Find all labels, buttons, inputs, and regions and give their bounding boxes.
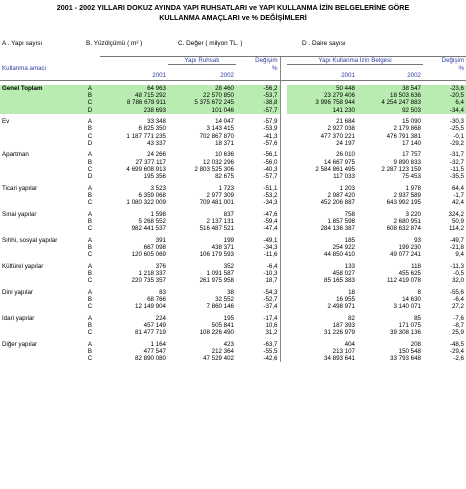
occupancy-year1-header: 2001 (287, 72, 357, 80)
permit-2002-cell: 3 143 415 (206, 125, 234, 133)
table-row (0, 151, 466, 158)
occupancy-2002-cell: 3 220 (405, 210, 421, 218)
row-code: C (87, 303, 93, 310)
legend-a: A . Yapı sayısı (2, 40, 43, 47)
occupancy-change-cell: -11,5 (450, 165, 464, 173)
permit-2001-cell: 195 356 (143, 173, 166, 180)
row-code: A (87, 151, 93, 159)
occupancy-2001-cell: 2 584 861 495 (315, 165, 355, 173)
purpose-column-header: Kullanma amacı (2, 64, 47, 72)
permit-2002-cell: 1 091 587 (206, 269, 234, 277)
occupancy-change-cell: -7,6 (453, 314, 464, 322)
occupancy-2001-cell: 2 987 420 (327, 191, 355, 199)
occupancy-2001-cell: 34 893 641 (324, 355, 355, 362)
table-row (0, 237, 466, 244)
permit-2001-cell: 33 348 (147, 118, 166, 126)
permit-change-cell: -53,9 (263, 125, 278, 133)
permit-2001-cell: 457 149 (143, 321, 166, 329)
occupancy-change-cell: 25,9 (451, 329, 464, 336)
table-row (0, 133, 466, 140)
occupancy-change-cell: 32,0 (451, 277, 464, 284)
permit-2002-cell: 28 460 (168, 85, 236, 92)
permit-2002-cell: 14 047 (215, 118, 234, 126)
occupancy-2001-cell: 3 996 758 944 (287, 99, 357, 106)
permit-2001-cell: 3 523 (150, 184, 166, 192)
occupancy-change-cell: -1,7 (453, 191, 464, 199)
permit-2001-cell: 1 218 337 (138, 269, 166, 277)
permit-change-cell: -57,9 (263, 118, 278, 126)
permit-change-cell: -34,3 (263, 199, 278, 206)
permit-2001-cell: 1 187 771 235 (126, 132, 166, 140)
row-code: B (87, 243, 93, 251)
occupancy-change-label: Değişim (423, 57, 466, 65)
permit-2002-cell: 38 (227, 288, 234, 296)
table-row (0, 173, 466, 180)
occupancy-2002-cell: 208 (410, 340, 421, 348)
occupancy-change-cell: -29,4 (449, 347, 464, 355)
table-row (0, 185, 466, 192)
table-row (0, 218, 466, 225)
occupancy-2002-cell: 49 077 241 (390, 251, 421, 258)
permit-change-cell: -55,5 (263, 347, 278, 355)
row-code: C (87, 165, 93, 173)
legend-c: C. Değer ( milyon TL. ) (178, 40, 243, 47)
row-code: B (87, 295, 93, 303)
occupancy-2001-cell: 141 230 (287, 107, 357, 114)
occupancy-2001-cell: 14 667 975 (324, 158, 355, 166)
permit-change-cell: -10,3 (263, 269, 278, 277)
occupancy-2002-cell: 112 419 078 (387, 277, 421, 284)
occupancy-change-cell: 42,4 (451, 199, 464, 206)
occupancy-change-cell: -25,5 (449, 125, 464, 133)
table-row (0, 348, 466, 355)
occupancy-2001-cell: 117 033 (333, 173, 355, 180)
table-row (0, 289, 466, 296)
row-label: Genel Toplam (0, 85, 80, 92)
occupancy-2001-cell: 284 136 387 (320, 225, 355, 232)
table-row (0, 225, 466, 232)
table-row (0, 263, 466, 270)
permit-change-cell: -38,8 (236, 99, 280, 106)
occupancy-2001-cell: 50 448 (287, 85, 357, 92)
table-row (0, 211, 466, 218)
group-occupancy-label: Yapı Kullanma İzin Belgesi (287, 57, 423, 65)
permit-2002-cell: 12 032 296 (203, 158, 234, 166)
occupancy-2001-cell: 85 165 383 (324, 277, 355, 284)
permit-pct-label: % (271, 64, 278, 72)
occupancy-2002-cell: 2 937 589 (393, 191, 421, 199)
row-code: B (87, 321, 93, 329)
permit-2001-cell: 6 825 350 (138, 125, 166, 133)
occupancy-2001-cell: 477 370 221 (320, 132, 355, 140)
permit-2002-cell: 212 364 (211, 347, 234, 355)
occupancy-change-cell: -31,7 (449, 151, 464, 159)
permit-change-cell: -52,7 (263, 295, 278, 303)
occupancy-2001-cell: 18 (348, 288, 355, 296)
permit-change-cell: -47,4 (263, 225, 278, 232)
legend-b: B. Yüzölçümü ( m² ) (86, 40, 143, 47)
table-row (0, 92, 466, 99)
table-row (0, 118, 466, 125)
permit-2002-cell: 2 803 525 306 (194, 165, 234, 173)
occupancy-change-cell: 9,4 (455, 251, 464, 258)
row-code: B (80, 92, 100, 99)
occupancy-2001-cell: 16 955 (336, 295, 355, 303)
row-label: Kültürel yapılar (2, 262, 44, 270)
permit-2002-cell: 2 977 309 (206, 191, 234, 199)
row-code: B (87, 269, 93, 277)
occupancy-change-cell: -21,8 (449, 243, 464, 251)
permit-2002-cell: 2 137 131 (206, 217, 234, 225)
occupancy-2002-cell: 17 757 (402, 151, 421, 159)
occupancy-2001-cell: 1 857 598 (327, 217, 355, 225)
permit-2001-cell: 5 268 552 (138, 217, 166, 225)
occupancy-2001-cell: 2 927 038 (327, 125, 355, 133)
row-label: Dini yapılar (2, 288, 33, 296)
permit-change-cell: -56,1 (263, 151, 278, 159)
table-row (0, 99, 466, 106)
permit-2001-cell: 68 766 (147, 295, 166, 303)
permit-2001-cell: 376 (155, 262, 166, 270)
occupancy-change-cell: -32,7 (449, 158, 464, 166)
report-title (0, 0, 466, 23)
permit-change-cell: -34,3 (263, 243, 278, 251)
occupancy-2002-cell: 93 (414, 236, 421, 244)
occupancy-2002-cell: 118 (411, 262, 421, 270)
permit-2001-cell: 120 605 069 (131, 251, 166, 258)
occupancy-2002-cell: 476 791 381 (386, 132, 421, 140)
permit-2001-cell: 1 164 (150, 340, 166, 348)
occupancy-2002-cell: 199 230 (398, 243, 421, 251)
occupancy-2001-cell: 2 498 971 (327, 303, 355, 310)
permit-change-cell: -11,6 (263, 251, 278, 258)
occupancy-pct-label: % (458, 64, 464, 72)
permit-2001-cell: 4 699 608 913 (126, 165, 166, 173)
permit-change-cell: -53,2 (263, 191, 278, 199)
table-row (0, 315, 466, 322)
occupancy-change-cell: -48,5 (449, 340, 464, 348)
occupancy-change-cell: -30,3 (449, 118, 464, 126)
permit-2002-cell: 352 (223, 262, 234, 270)
occupancy-change-cell: -11,3 (450, 262, 464, 270)
occupancy-2001-cell: 1 203 (339, 184, 355, 192)
permit-2002-cell: 32 552 (215, 295, 234, 303)
permit-2001-cell: 982 441 537 (131, 225, 166, 232)
permit-2002-cell: 22 570 850 (168, 92, 236, 99)
permit-2002-cell: 106 179 593 (199, 251, 234, 258)
table-row (0, 329, 466, 336)
occupancy-2001-cell: 452 206 887 (320, 199, 355, 206)
occupancy-2001-cell: 23 279 406 (287, 92, 357, 99)
table-row (0, 107, 466, 114)
occupancy-2002-cell: 85 (414, 314, 421, 322)
occupancy-2002-cell: 38 547 (357, 85, 423, 92)
permit-change-cell: -57,7 (263, 173, 278, 180)
row-code: A (87, 314, 93, 322)
row-code: A (87, 340, 93, 348)
permit-2001-cell: 477 547 (143, 347, 166, 355)
permit-2002-cell: 261 975 958 (199, 277, 234, 284)
permit-2001-cell: 83 (159, 288, 166, 296)
permit-change-cell: -51,1 (263, 184, 278, 192)
permit-2002-cell: 709 481 001 (199, 199, 234, 206)
permit-change-cell: -57,6 (263, 139, 278, 147)
occupancy-2002-cell: 2 680 951 (393, 217, 421, 225)
permit-year1-header: 2001 (100, 72, 168, 80)
row-code: B (87, 347, 93, 355)
occupancy-2001-cell: 82 (348, 314, 355, 322)
occupancy-2001-cell: 44 850 410 (324, 251, 355, 258)
permit-change-cell: -56,2 (236, 85, 280, 92)
occupancy-2002-cell: 75 453 (402, 173, 421, 180)
occupancy-2001-cell: 21 684 (336, 118, 355, 126)
occupancy-change-cell: -8,7 (453, 321, 464, 329)
occupancy-change-cell: -55,6 (449, 288, 464, 296)
row-code: C (87, 251, 93, 258)
row-code: D (87, 139, 93, 147)
row-code: B (87, 191, 93, 199)
row-label: Ev (2, 118, 10, 126)
permit-2001-cell: 12 149 904 (135, 303, 166, 310)
table-row (0, 199, 466, 206)
occupancy-change-cell: 6,4 (423, 99, 466, 106)
occupancy-change-cell: -34,4 (423, 107, 466, 114)
report-title-line1: 2001 - 2002 YILLARI DOKUZ AYINDA YAPI RUHSATLARI ve YAPI KULLANMA İZİN BELGELERİNE GÖRE (56, 3, 410, 12)
row-code: A (80, 85, 100, 92)
occupancy-2001-cell: 254 922 (332, 243, 355, 251)
table-row (0, 125, 466, 132)
occupancy-2002-cell: 171 075 (398, 321, 421, 329)
permit-2002-cell: 5 375 672 245 (168, 99, 236, 106)
occupancy-change-cell: -0,1 (453, 132, 464, 140)
permit-change-cell: -47,6 (263, 210, 278, 218)
permit-2001-cell: 81 477 719 (135, 329, 166, 336)
permit-change-cell: -49,1 (263, 236, 278, 244)
row-code: B (87, 125, 93, 133)
occupancy-2002-cell: 8 (417, 288, 421, 296)
permit-2001-cell: 1 598 (150, 210, 166, 218)
permit-2002-cell: 108 226 490 (199, 329, 234, 336)
row-code: A (87, 210, 93, 218)
permit-2001-cell: 48 715 292 (100, 92, 168, 99)
row-code: C (87, 329, 93, 336)
row-code: C (80, 99, 100, 106)
row-code: A (87, 288, 93, 296)
occupancy-change-cell: -35,5 (449, 173, 464, 180)
row-code: A (87, 184, 93, 192)
permit-change-cell: -57,7 (236, 107, 280, 114)
occupancy-2001-cell: 31 226 979 (324, 329, 355, 336)
permit-change-cell: -56,0 (263, 158, 278, 166)
permit-change-cell: -17,4 (263, 314, 278, 322)
occupancy-2002-cell: 3 140 071 (393, 303, 421, 310)
occupancy-2002-cell: 18 503 636 (357, 92, 423, 99)
row-code: D (80, 107, 100, 114)
permit-2002-cell: 7 860 146 (206, 303, 234, 310)
row-label: Sınai yapılar (2, 210, 37, 218)
permit-2002-cell: 505 841 (211, 321, 234, 329)
row-label: Diğer yapılar (2, 340, 38, 348)
table-row (0, 341, 466, 348)
table-row (0, 303, 466, 310)
permit-2002-cell: 423 (223, 340, 234, 348)
permit-2001-cell: 43 337 (147, 139, 166, 147)
occupancy-2001-cell: 185 (344, 236, 355, 244)
occupancy-2001-cell: 24 197 (336, 139, 355, 147)
legend-d: D . Daire sayısı (302, 40, 346, 47)
permit-2001-cell: 667 098 (143, 243, 166, 251)
table-row (0, 140, 466, 147)
permit-2001-cell: 64 963 (100, 85, 168, 92)
permit-change-cell: -42,6 (263, 355, 278, 362)
group-permit-label: Yapı Ruhsatı (168, 57, 236, 65)
occupancy-change-cell: -23,6 (423, 85, 466, 92)
permit-2001-cell: 24 266 (147, 151, 166, 159)
row-code: A (87, 236, 93, 244)
row-code: C (87, 355, 93, 362)
table-row (0, 85, 466, 92)
occupancy-change-cell: 50,9 (451, 217, 464, 225)
occupancy-change-cell: 114,2 (448, 225, 464, 232)
row-code: C (87, 225, 93, 232)
occupancy-2002-cell: 14 630 (402, 295, 421, 303)
permit-change-cell: 10,6 (265, 321, 278, 329)
occupancy-2002-cell: 643 992 195 (386, 199, 421, 206)
row-code: A (87, 118, 93, 126)
occupancy-2002-cell: 2 179 868 (393, 125, 421, 133)
row-code: B (87, 158, 93, 166)
occupancy-2001-cell: 458 027 (332, 269, 355, 277)
table-row (0, 355, 466, 362)
occupancy-2002-cell: 1 978 (405, 184, 421, 192)
occupancy-change-cell: 27,2 (451, 303, 464, 310)
occupancy-change-cell: -29,2 (449, 139, 464, 147)
permit-2001-cell: 238 693 (100, 107, 168, 114)
permit-2001-cell: 6 359 068 (138, 191, 166, 199)
permit-2002-cell: 837 (223, 210, 234, 218)
table-row (0, 166, 466, 173)
permit-2002-cell: 702 867 870 (199, 132, 234, 140)
permit-2002-cell: 47 529 402 (203, 355, 234, 362)
row-label: İdari yapılar (2, 314, 35, 322)
table-row (0, 251, 466, 258)
occupancy-2001-cell: 26 010 (336, 151, 355, 159)
occupancy-2002-cell: 17 140 (402, 139, 421, 147)
occupancy-2002-cell: 92 503 (357, 107, 423, 114)
permit-change-cell: -40,3 (263, 165, 278, 173)
permit-2002-cell: 195 (223, 314, 234, 322)
permit-2002-cell: 438 371 (211, 243, 234, 251)
table-row (0, 322, 466, 329)
permit-change-cell: -53,7 (236, 92, 280, 99)
table-row (0, 296, 466, 303)
occupancy-2002-cell: 150 548 (398, 347, 421, 355)
permit-2001-cell: 1 080 322 009 (126, 199, 166, 206)
permit-change-cell: -54,3 (263, 288, 278, 296)
occupancy-change-cell: -49,7 (449, 236, 464, 244)
statistics-table (0, 56, 466, 362)
row-code: C (87, 132, 93, 140)
permit-change-cell: -63,7 (263, 340, 278, 348)
table-row (0, 277, 466, 284)
row-label: Sıhhi, sosyal yapılar (2, 236, 58, 244)
occupancy-2001-cell: 133 (344, 262, 355, 270)
row-code: B (87, 217, 93, 225)
occupancy-2002-cell: 15 090 (402, 118, 421, 126)
permit-2001-cell: 224 (155, 314, 166, 322)
occupancy-change-cell: -0,5 (453, 269, 464, 277)
row-label: Apartman (2, 151, 29, 159)
occupancy-2001-cell: 187 393 (332, 321, 355, 329)
permit-change-cell: -41,3 (263, 132, 278, 140)
row-code: C (87, 277, 93, 284)
permit-2002-cell: 1 723 (218, 184, 234, 192)
table-row (0, 270, 466, 277)
permit-change-cell: -59,4 (263, 217, 278, 225)
table-row (0, 159, 466, 166)
occupancy-2002-cell: 39 308 136 (390, 329, 421, 336)
occupancy-2002-cell: 33 793 648 (390, 355, 421, 362)
permit-2002-cell: 18 371 (215, 139, 234, 147)
permit-change-cell: 18,7 (265, 277, 278, 284)
permit-year2-header: 2002 (168, 72, 236, 80)
permit-change-cell: 31,2 (265, 329, 278, 336)
occupancy-2002-cell: 455 625 (398, 269, 421, 277)
permit-2002-cell: 516 487 521 (199, 225, 234, 232)
row-code: A (87, 262, 93, 270)
occupancy-2002-cell: 2 287 123 159 (381, 165, 421, 173)
table-row (0, 192, 466, 199)
row-code: D (87, 173, 93, 180)
permit-2002-cell: 10 636 (215, 151, 234, 159)
occupancy-2001-cell: 213 107 (332, 347, 355, 355)
permit-change-label: Değişim (236, 57, 280, 65)
permit-2001-cell: 8 786 678 911 (100, 99, 168, 106)
report-title-line2: KULLANMA AMAÇLARI ve % DEĞİŞİMLERİ (159, 13, 307, 22)
occupancy-change-cell: 64,4 (451, 184, 464, 192)
row-code: C (87, 199, 93, 206)
permit-2001-cell: 82 890 080 (135, 355, 166, 362)
permit-2002-cell: 82 675 (215, 173, 234, 180)
occupancy-change-cell: 324,2 (448, 210, 464, 218)
occupancy-year2-header: 2002 (357, 72, 423, 80)
table-body (0, 80, 466, 362)
table-row (0, 244, 466, 251)
occupancy-change-cell: -20,5 (423, 92, 466, 99)
occupancy-change-cell: -6,4 (453, 295, 464, 303)
permit-change-cell: -37,4 (263, 303, 278, 310)
permit-change-cell: -6,4 (266, 262, 278, 270)
occupancy-2001-cell: 758 (344, 210, 355, 218)
permit-2002-cell: 101 046 (168, 107, 236, 114)
occupancy-2001-cell: 404 (344, 340, 355, 348)
occupancy-change-cell: -2,6 (453, 355, 464, 362)
row-label: Ticari yapılar (2, 184, 38, 192)
permit-2001-cell: 220 735 357 (131, 277, 166, 284)
occupancy-2002-cell: 608 632 874 (386, 225, 421, 232)
permit-2002-cell: 199 (223, 236, 234, 244)
occupancy-2002-cell: 4 254 247 883 (357, 99, 423, 106)
permit-2001-cell: 27 377 117 (135, 158, 166, 166)
occupancy-2002-cell: 9 890 833 (393, 158, 421, 166)
permit-2001-cell: 391 (155, 236, 166, 244)
